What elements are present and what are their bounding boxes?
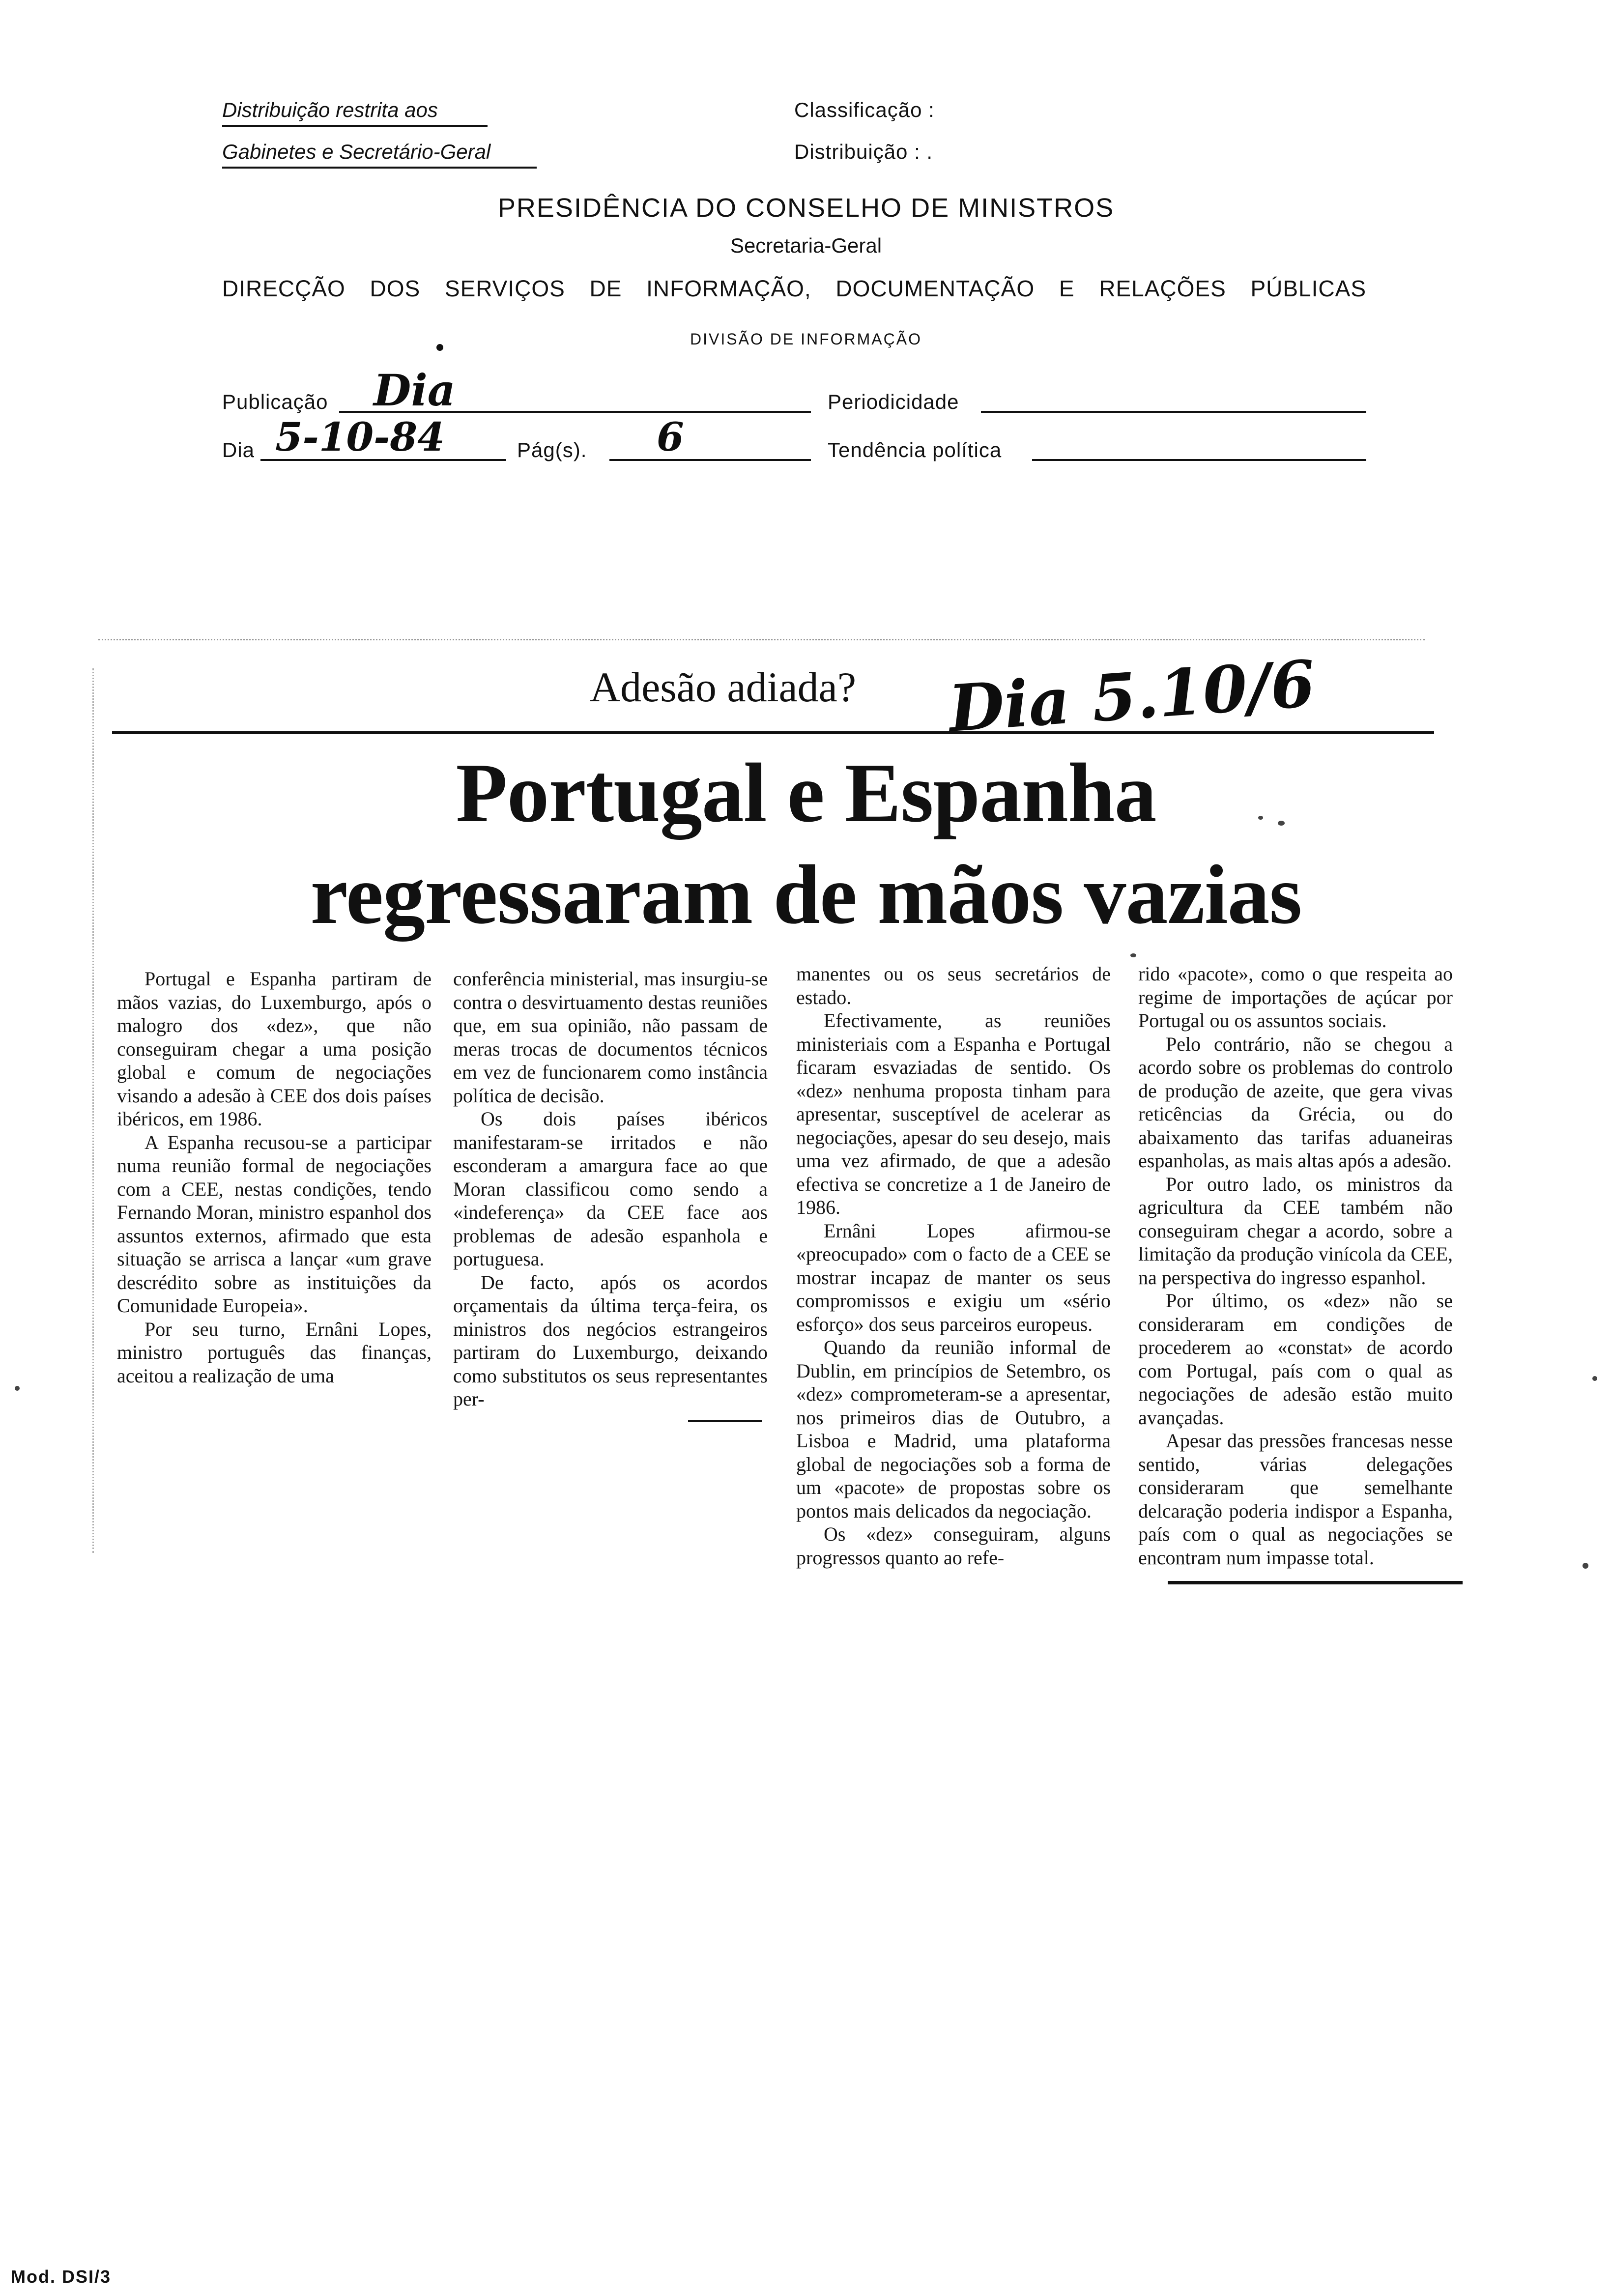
column-2-paragraph: conferência ministerial, mas insurgiu-se contra o desvirtuamento destas reuniões que, em sua opinião, não passam de meras trocas de documentos técnicos em vez de funcionarem como instância política de decisão. xyxy=(453,968,768,1107)
column-2-paragraph: De facto, após os acordos orçamentais da última terça-feira, os ministros dos negócios estrangeiros partiram do Luxemburgo, deixando como substitutos os seus representantes per- xyxy=(453,1271,768,1410)
scan-speck xyxy=(1130,953,1136,957)
dia-label: Dia xyxy=(222,438,255,461)
division: DIVISÃO DE INFORMAÇÃO xyxy=(690,330,922,348)
column-4-paragraph: Por outro lado, os ministros da agricultura da CEE também não conseguiram chegar a acordo, sobre a limitação da produção vinícola da CEE, na perspectiva do ingresso espanhol. xyxy=(1138,1173,1453,1289)
publicacao-value: Dia xyxy=(374,365,456,416)
column-1-paragraph: A Espanha recusou-se a participar numa reunião formal de negociações com a CEE, nestas condições, tendo Fernando Moran, ministro espanhol dos assuntos externos, afirmado que esta situação se arrisca a lançar «um grave descrédito sobre as instituições da Comunidade Europeia». xyxy=(117,1131,432,1317)
scan-speck xyxy=(1258,816,1263,820)
column-3-paragraph: Quando da reunião informal de Dublin, em princípios de Setembro, os «dez» comprometeram-se a apresentar, nos primeiros dias de Outubro, a Lisboa e Madrid, uma plataforma global de negociações sob a forma de um «pacote» de propostas sobre os pontos mais delicados da negociação. xyxy=(796,1336,1111,1522)
periodicidade-line xyxy=(981,411,1366,413)
headline-line-1: Portugal e Espanha xyxy=(456,746,1156,840)
publicacao-label: Publicação xyxy=(222,390,328,413)
ink-dot xyxy=(436,344,443,351)
directorate: DIRECÇÃO DOS SERVIÇOS DE INFORMAÇÃO, DOCUMENTAÇÃO E RELAÇÕES PÚBLICAS xyxy=(222,276,1366,301)
tendencia-label: Tendência política xyxy=(828,438,1002,461)
pags-line xyxy=(609,459,811,461)
distribution-line-1: Distribuição restrita aos xyxy=(222,98,488,127)
column-3-paragraph: Efectivamente, as reuniões ministeriais com a Espanha e Portugal ficaram esvaziadas de sentido. Os «dez» nenhuma proposta tinham para apresentar, susceptível de acelerar as negociações, apesar do seu desejo, mais uma vez afirmado, de que a adesão efectiva se concretize a 1 de Janeiro de 1986. xyxy=(796,1009,1111,1218)
scan-speck xyxy=(15,1386,20,1391)
column-4-paragraph: Por último, os «dez» não se consideraram em condições de procederem ao «constat» de acordo com Portugal, país com o qual as negociações de adesão estão muito avançadas. xyxy=(1138,1290,1453,1429)
column-1-paragraph: Portugal e Espanha partiram de mãos vazias, do Luxemburgo, após o malogro dos «dez», que não conseguiram chegar a uma posição global e comum de negociações visando a adesão à CEE dos dois países ibéricos, em 1986. xyxy=(117,968,432,1130)
article-kicker: Adesão adiada? xyxy=(590,663,856,711)
dia-value: 5-10-84 xyxy=(275,414,445,460)
org-title: PRESIDÊNCIA DO CONSELHO DE MINISTROS xyxy=(497,193,1115,223)
form-code: Mod. DSI/3 xyxy=(11,2267,112,2287)
article-column-2 xyxy=(453,967,768,1422)
scan-speck xyxy=(1592,1376,1597,1381)
pags-label: Pág(s). xyxy=(517,438,587,461)
classificacao-label: Classificação : xyxy=(794,98,935,121)
column-3-paragraph: Ernâni Lopes afirmou-se «preocupado» com o facto de a CEE se mostrar incapaz de manter os seus compromissos e exigiu um «sério esforço» dos seus parceiros europeus. xyxy=(796,1219,1111,1335)
kicker-rule xyxy=(112,731,1434,734)
column-4-paragraph: rido «pacote», como o que respeita ao regime de importações de açúcar por Portugal ou os assuntos sociais. xyxy=(1138,963,1453,1032)
article-end-rule xyxy=(1168,1581,1463,1584)
scan-speck xyxy=(1583,1563,1588,1569)
article-column-1 xyxy=(117,967,432,1387)
column-3-paragraph: manentes ou os seus secretários de estado. xyxy=(796,963,1111,1008)
distribution-line-2: Gabinetes e Secretário-Geral xyxy=(222,140,537,169)
headline-line-2: regressaram de mãos vazias xyxy=(310,848,1302,942)
distribuicao-label: Distribuição : . xyxy=(794,140,933,163)
column-4-paragraph: Apesar das pressões francesas nesse sentido, várias delegações consideraram que semelhante delcaração poderia indispor a Espanha, país com o qual as negociações se encontram num impasse total. xyxy=(1138,1430,1453,1569)
org-subtitle: Secretaria-Geral xyxy=(730,234,882,257)
column-1-paragraph: Por seu turno, Ernâni Lopes, ministro português das finanças, aceitou a realização de uma xyxy=(117,1318,432,1387)
handwritten-date-note: Dia 5.10/6 xyxy=(946,646,1318,746)
periodicidade-label: Periodicidade xyxy=(828,390,959,413)
clipping-top-edge xyxy=(98,639,1425,640)
pags-value: 6 xyxy=(657,414,684,460)
column-2-paragraph: Os dois países ibéricos manifestaram-se irritados e não esconderam a amargura face ao que Moran classificou como sendo a «indeferença» da CEE face aos problemas de adesão espanhola e portuguesa. xyxy=(453,1108,768,1270)
column-3-paragraph: Os «dez» conseguiram, alguns progressos quanto ao refe- xyxy=(796,1523,1111,1569)
tendencia-line xyxy=(1032,459,1366,461)
article-column-3 xyxy=(796,962,1111,1569)
scan-speck xyxy=(1278,821,1285,826)
article-column-4 xyxy=(1138,962,1453,1584)
column-4-paragraph: Pelo contrário, não se chegou a acordo sobre os problemas do controlo de produção de azeite, que gera vivas reticências da Grécia, ou do abaixamento das tarifas aduaneiras espanholas, as mais altas após a adesão. xyxy=(1138,1033,1453,1172)
column-2-end-rule xyxy=(688,1420,762,1422)
